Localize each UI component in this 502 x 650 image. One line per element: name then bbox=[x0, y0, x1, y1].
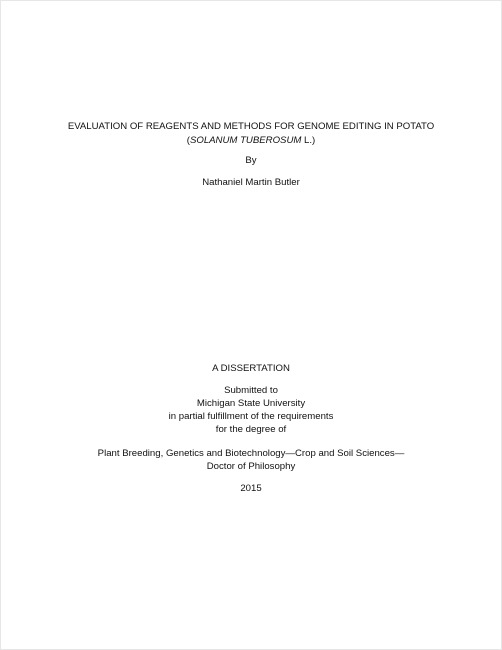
author-name: Nathaniel Martin Butler bbox=[202, 177, 300, 188]
title-paren-open: ( bbox=[186, 135, 190, 146]
submitted-line-4: for the degree of bbox=[215, 424, 287, 435]
title-line-1: EVALUATION OF REAGENTS AND METHODS FOR GENOME EDITING IN POTATO bbox=[67, 121, 435, 132]
by-label: By bbox=[245, 155, 257, 166]
document-type: A DISSERTATION bbox=[212, 363, 290, 374]
submitted-line-3: in partial fulfillment of the requirements bbox=[168, 411, 334, 422]
year: 2015 bbox=[240, 483, 262, 494]
degree-program: Plant Breeding, Genetics and Biotechnology—Crop and Soil Sciences— bbox=[97, 448, 405, 459]
degree-name: Doctor of Philosophy bbox=[206, 461, 296, 472]
title-line-2 bbox=[0, 135, 502, 147]
submitted-line-1: Submitted to bbox=[224, 385, 278, 396]
species-name: SOLANUM TUBEROSUM bbox=[189, 135, 302, 146]
title-paren-close: L.) bbox=[301, 135, 316, 146]
submitted-line-2: Michigan State University bbox=[196, 398, 306, 409]
